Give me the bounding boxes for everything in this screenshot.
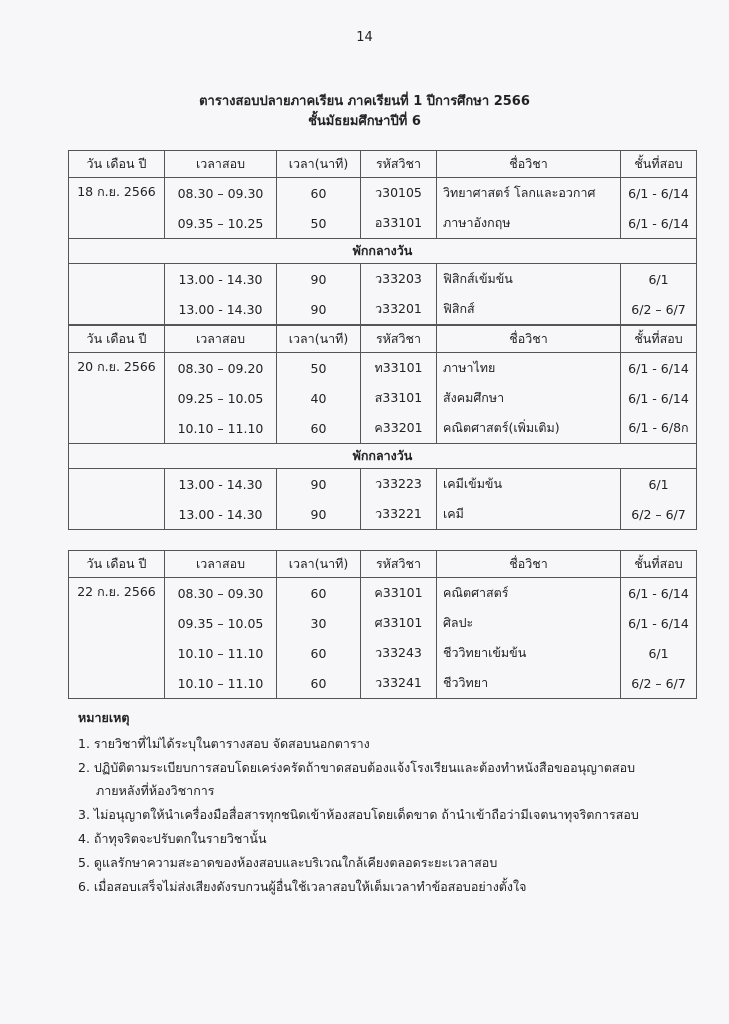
- exam-time-cell: 13.00 - 14.30: [165, 469, 277, 500]
- note-item: 3. ไม่อนุญาตให้นำเครื่องมือสื่อสารทุกชนิดเข้าห้องสอบโดยเด็ดขาด ถ้านำเข้าถือว่ามีเจตนาทุจริตการสอบ: [78, 807, 639, 823]
- exam-subject-cell: คณิตศาสตร์: [437, 578, 621, 609]
- exam-time-cell: 09.35 – 10.05: [165, 608, 277, 638]
- exam-time-cell: 13.00 - 14.30: [165, 294, 277, 325]
- table-row: [69, 499, 697, 530]
- page-number: 14: [356, 30, 373, 45]
- exam-code-cell: ค33201: [361, 413, 437, 444]
- exam-subject-cell: เคมีเข้มข้น: [437, 469, 621, 500]
- table-row: [69, 208, 697, 239]
- column-header-rooms: ชั้นที่สอบ: [621, 151, 697, 178]
- table-row: [69, 668, 697, 699]
- column-header-subject: ชื่อวิชา: [437, 151, 621, 178]
- column-header-rooms: ชั้นที่สอบ: [621, 326, 697, 353]
- exam-duration-cell: 60: [277, 178, 361, 209]
- lunch-break-row: [69, 444, 697, 469]
- column-header-date: วัน เดือน ปี: [69, 151, 165, 178]
- column-header-date: วัน เดือน ปี: [69, 326, 165, 353]
- exam-time-cell: 09.25 – 10.05: [165, 383, 277, 413]
- exam-time-cell: 10.10 – 11.10: [165, 638, 277, 668]
- exam-code-cell: ว30105: [361, 178, 437, 209]
- exam-duration-cell: 30: [277, 608, 361, 638]
- exam-rooms-cell: 6/1: [621, 469, 697, 500]
- exam-rooms-cell: 6/1 - 6/14: [621, 383, 697, 413]
- exam-subject-cell: ศิลปะ: [437, 608, 621, 638]
- column-header-rooms: ชั้นที่สอบ: [621, 551, 697, 578]
- exam-subject-cell: ฟิสิกส์เข้มข้น: [437, 264, 621, 295]
- header-row: [69, 326, 697, 353]
- table-row: [69, 608, 697, 638]
- exam-rooms-cell: 6/1: [621, 264, 697, 295]
- exam-date-cell: [69, 638, 165, 668]
- exam-code-cell: ศ33101: [361, 608, 437, 638]
- exam-date-cell: [69, 383, 165, 413]
- exam-duration-cell: 90: [277, 294, 361, 325]
- title-line-1: ตารางสอบปลายภาคเรียน ภาคเรียนที่ 1 ปีการศึกษา 2566: [199, 94, 530, 109]
- document-title: [0, 92, 729, 132]
- exam-duration-cell: 50: [277, 353, 361, 384]
- exam-rooms-cell: 6/1 - 6/14: [621, 353, 697, 384]
- exam-time-cell: 10.10 – 11.10: [165, 413, 277, 444]
- exam-rooms-cell: 6/1: [621, 638, 697, 668]
- column-header-time: เวลาสอบ: [165, 151, 277, 178]
- exam-code-cell: ท33101: [361, 353, 437, 384]
- header-row: [69, 151, 697, 178]
- column-header-code: รหัสวิชา: [361, 151, 437, 178]
- notes-heading: หมายเหตุ: [78, 710, 130, 725]
- exam-subject-cell: ภาษาไทย: [437, 353, 621, 384]
- column-header-date: วัน เดือน ปี: [69, 551, 165, 578]
- exam-rooms-cell: 6/2 – 6/7: [621, 294, 697, 325]
- exam-rooms-cell: 6/1 - 6/8ก: [621, 413, 697, 444]
- column-header-subject: ชื่อวิชา: [437, 551, 621, 578]
- exam-rooms-cell: 6/2 – 6/7: [621, 668, 697, 699]
- exam-date-cell: [69, 413, 165, 444]
- lunch-break-label: พักกลางวัน: [69, 444, 697, 469]
- note-item: 4. ถ้าทุจริตจะปรับตกในรายวิชานั้น: [78, 830, 267, 846]
- exam-duration-cell: 90: [277, 264, 361, 295]
- lunch-break-label: พักกลางวัน: [69, 239, 697, 264]
- exam-code-cell: ว33241: [361, 668, 437, 699]
- exam-time-cell: 09.35 – 10.25: [165, 208, 277, 239]
- exam-duration-cell: 90: [277, 469, 361, 500]
- note-item: 1. รายวิชาที่ไม่ได้ระบุในตารางสอบ จัดสอบนอกตาราง: [78, 735, 370, 751]
- exam-table-3: [68, 550, 697, 699]
- column-header-subject: ชื่อวิชา: [437, 326, 621, 353]
- column-header-time: เวลาสอบ: [165, 326, 277, 353]
- exam-subject-cell: ชีววิทยา: [437, 668, 621, 699]
- table-row: [69, 178, 697, 209]
- exam-time-cell: 08.30 – 09.30: [165, 178, 277, 209]
- column-header-time: เวลาสอบ: [165, 551, 277, 578]
- table-row: [69, 578, 697, 609]
- exam-code-cell: ค33101: [361, 578, 437, 609]
- exam-date-cell: 20 ก.ย. 2566: [69, 353, 165, 384]
- note-item: 2. ปฏิบัติตามระเบียบการสอบโดยเคร่งครัดถ้าขาดสอบต้องแจ้งโรงเรียนและต้องทำหนังสือขออนุญาตสอบ: [78, 759, 636, 775]
- table-row: [69, 264, 697, 295]
- exam-time-cell: 13.00 - 14.30: [165, 499, 277, 530]
- exam-date-cell: 22 ก.ย. 2566: [69, 578, 165, 609]
- exam-date-cell: [69, 668, 165, 699]
- exam-date-cell: [69, 294, 165, 325]
- lunch-break-row: [69, 239, 697, 264]
- exam-code-cell: ว33243: [361, 638, 437, 668]
- table-row: [69, 638, 697, 668]
- exam-time-cell: 13.00 - 14.30: [165, 264, 277, 295]
- exam-date-cell: [69, 208, 165, 239]
- column-header-code: รหัสวิชา: [361, 551, 437, 578]
- exam-duration-cell: 60: [277, 638, 361, 668]
- table-row: [69, 353, 697, 384]
- exam-rooms-cell: 6/1 - 6/14: [621, 578, 697, 609]
- exam-code-cell: ส33101: [361, 383, 437, 413]
- exam-rooms-cell: 6/1 - 6/14: [621, 608, 697, 638]
- exam-duration-cell: 60: [277, 413, 361, 444]
- exam-rooms-cell: 6/1 - 6/14: [621, 208, 697, 239]
- exam-subject-cell: ชีววิทยาเข้มข้น: [437, 638, 621, 668]
- note-item: 6. เมื่อสอบเสร็จไม่ส่งเสียงดังรบกวนผู้อื่นใช้เวลาสอบให้เต็มเวลาทำข้อสอบอย่างตั้งใจ: [78, 878, 527, 894]
- title-line-2: ชั้นมัธยมศึกษาปีที่ 6: [308, 114, 421, 129]
- exam-code-cell: อ33101: [361, 208, 437, 239]
- exam-date-cell: [69, 469, 165, 500]
- table-row: [69, 294, 697, 325]
- exam-time-cell: 08.30 – 09.30: [165, 578, 277, 609]
- exam-time-cell: 10.10 – 11.10: [165, 668, 277, 699]
- exam-date-cell: 18 ก.ย. 2566: [69, 178, 165, 209]
- exam-subject-cell: วิทยาศาสตร์ โลกและอวกาศ: [437, 178, 621, 209]
- table-row: [69, 469, 697, 500]
- exam-duration-cell: 40: [277, 383, 361, 413]
- exam-code-cell: ว33201: [361, 294, 437, 325]
- exam-code-cell: ว33223: [361, 469, 437, 500]
- exam-subject-cell: สังคมศึกษา: [437, 383, 621, 413]
- exam-code-cell: ว33203: [361, 264, 437, 295]
- exam-rooms-cell: 6/1 - 6/14: [621, 178, 697, 209]
- exam-date-cell: [69, 608, 165, 638]
- exam-rooms-cell: 6/2 – 6/7: [621, 499, 697, 530]
- table-row: [69, 383, 697, 413]
- exam-date-cell: [69, 499, 165, 530]
- exam-subject-cell: ฟิสิกส์: [437, 294, 621, 325]
- column-header-code: รหัสวิชา: [361, 326, 437, 353]
- column-header-duration: เวลา(นาที): [277, 151, 361, 178]
- exam-subject-cell: เคมี: [437, 499, 621, 530]
- table-row: [69, 413, 697, 444]
- column-header-duration: เวลา(นาที): [277, 551, 361, 578]
- exam-subject-cell: ภาษาอังกฤษ: [437, 208, 621, 239]
- exam-duration-cell: 60: [277, 668, 361, 699]
- exam-code-cell: ว33221: [361, 499, 437, 530]
- exam-duration-cell: 60: [277, 578, 361, 609]
- exam-time-cell: 08.30 – 09.20: [165, 353, 277, 384]
- header-row: [69, 551, 697, 578]
- column-header-duration: เวลา(นาที): [277, 326, 361, 353]
- note-item-continuation: ภายหลังที่ห้องวิชาการ: [96, 783, 215, 799]
- exam-date-cell: [69, 264, 165, 295]
- note-item: 5. ดูแลรักษาความสะอาดของห้องสอบและบริเวณใกล้เคียงตลอดระยะเวลาสอบ: [78, 854, 498, 870]
- notes-section: [78, 706, 698, 898]
- exam-table-2: [68, 325, 697, 530]
- exam-duration-cell: 50: [277, 208, 361, 239]
- exam-subject-cell: คณิตศาสตร์(เพิ่มเติม): [437, 413, 621, 444]
- exam-table-1: [68, 150, 697, 325]
- exam-duration-cell: 90: [277, 499, 361, 530]
